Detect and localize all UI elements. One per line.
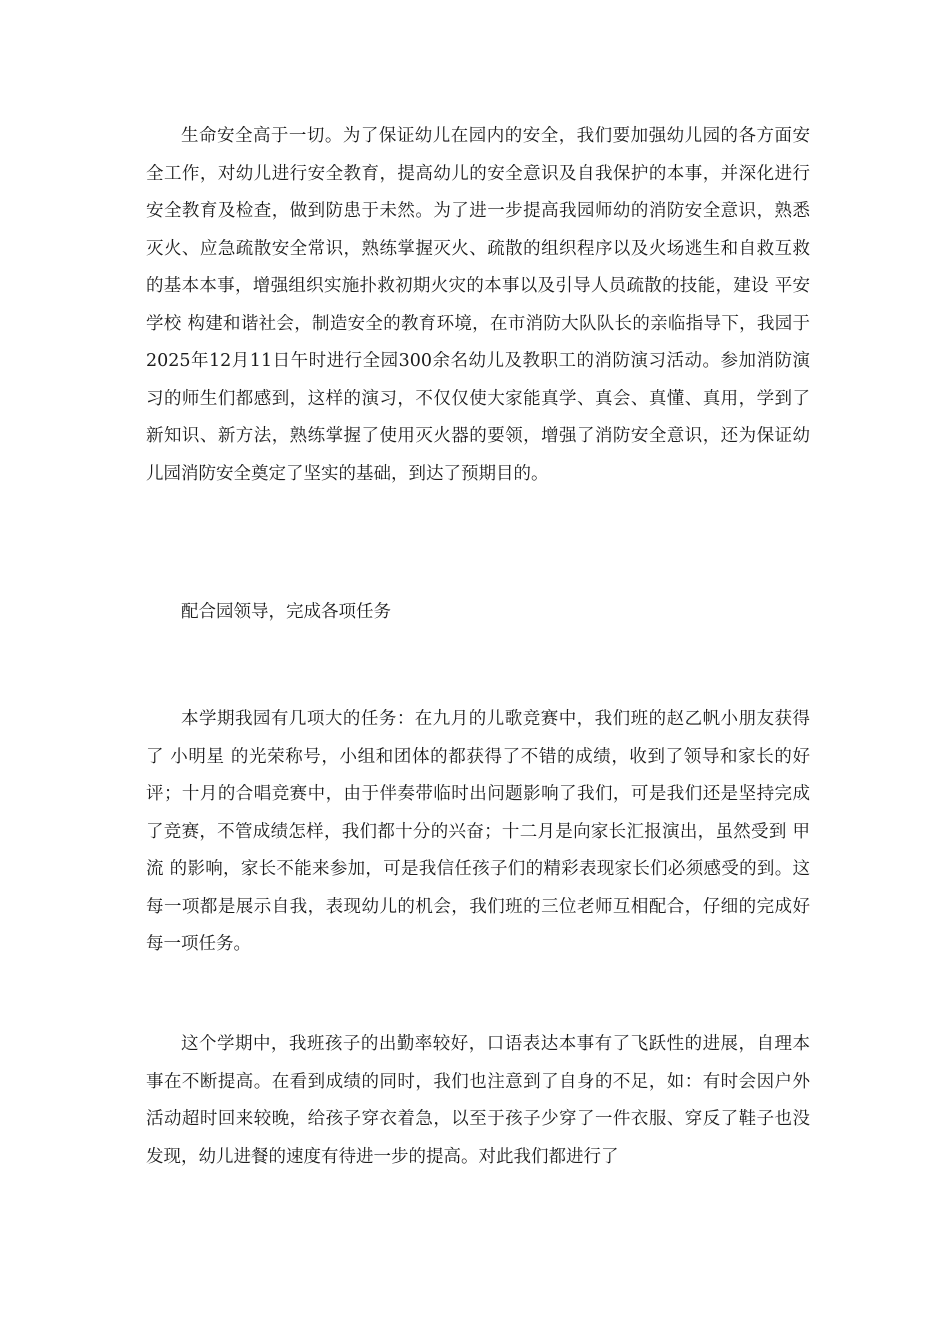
paragraph-semester-review: 这个学期中，我班孩子的出勤率较好，口语表达本事有了飞跃性的进展，自理本事在不断提高。在看到成绩的同时，我们也注意到了自身的不足，如：有时会因户外活动超时回来较晚，给孩子穿衣着急，以至于孩子少穿了一件衣服、穿反了鞋子也没发现，幼儿进餐的速度有待进一步的提高。对此我们都进行了	[146, 1034, 810, 1167]
paragraph-fire-safety: 生命安全高于一切。为了保证幼儿在园内的安全，我们要加强幼儿园的各方面安全工作，对幼儿进行安全教育，提高幼儿的安全意识及自我保护的本事，并深化进行安全教育及检查，做到防患于未然。为了进一步提高我园师幼的消防安全意识，熟悉灭火、应急疏散安全常识，熟练掌握灭火、疏散的组织程序以及火场逃生和自救互救的基本本事，增强组织实施扑救初期火灾的本事以及引导人员疏散的技能，建设 平安学校 构建和谐社会，制造安全的教育环境，在市消防大队队长的亲临指导下，我园于2025年12月11日午时进行全园300余名幼儿及教职工的消防演习活动。参加消防演习的师生们都感到，这样的演习，不仅仅使大家能真学、真会、真懂、真用，学到了新知识、新方法，熟练掌握了使用灭火器的要领，增强了消防安全意识，还为保证幼儿园消防安全奠定了坚实的基础，到达了预期目的。	[146, 126, 810, 484]
paragraph-tasks: 本学期我园有几项大的任务：在九月的儿歌竞赛中，我们班的赵乙帆小朋友获得了 小明星 的光荣称号，小组和团体的都获得了不错的成绩，收到了领导和家长的好评；十月的合唱竞赛中，由于伴奏带临时出问题影响了我们，可是我们还是坚持完成了竞赛，不管成绩怎样，我们都十分的兴奋；十二月是向家长汇报演出，虽然受到 甲流 的影响，家长不能来参加，可是我信任孩子们的精彩表现家长们必须感受的到。这每一项都是展示自我，表现幼儿的机会，我们班的三位老师互相配合，仔细的完成好每一项任务。	[146, 709, 810, 954]
section-heading: 配合园领导，完成各项任务	[181, 602, 391, 622]
